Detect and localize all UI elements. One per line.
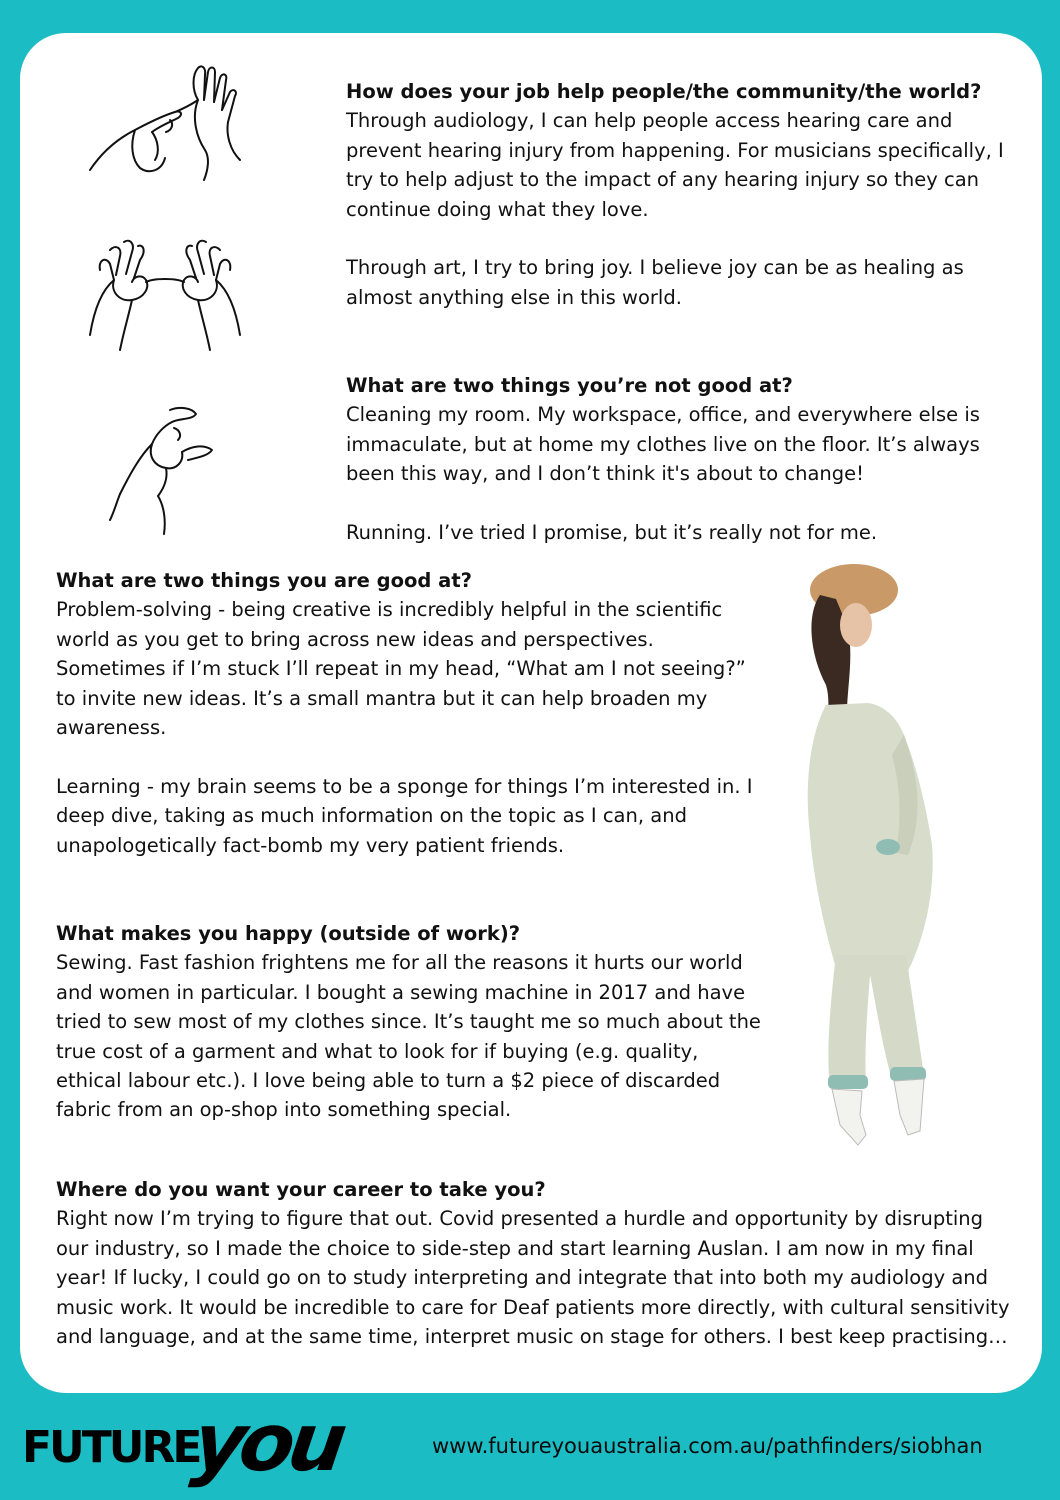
logo-you-text: you (187, 1396, 347, 1489)
section-good (56, 566, 761, 860)
sign-hands-2-icon (80, 230, 250, 360)
section-happy (56, 919, 761, 1125)
sign-hands-1-icon (80, 60, 250, 190)
answer-happy-1: Sewing. Fast fashion frightens me for all the reasons it hurts our world and women in particular. I bought a sewing machine in 2017 and have tried to sew most of my clothes since. It’s taught me so much about the true cost of a garment and what to look for if buying (e.g. quality, ethical labour etc.). I love being able to turn a $2 piece of discarded fabric from an op-shop into something special. (56, 951, 761, 1122)
section-career (56, 1175, 1021, 1351)
question-not-good: What are two things you’re not good at? (346, 374, 793, 397)
sign-hand-3-icon (80, 400, 250, 540)
footer-url-link[interactable]: www.futureyouaustralia.com.au/pathfinders/siobhan (432, 1434, 983, 1458)
answer-not-good-1: Cleaning my room. My workspace, office, and everywhere else is immaculate, but at home my clothes live on the floor. It’s always been this way, and I don’t think it's about to change! (346, 403, 980, 486)
question-good: What are two things you are good at? (56, 569, 472, 592)
futureyou-logo (22, 1396, 382, 1489)
answer-career-1: Right now I’m trying to figure that out. Covid presented a hurdle and opportunity by disrupting our industry, so I made the choice to side-step and start learning Auslan. I am now in my final year! If lucky, I could go on to study interpreting and integrate that into both my audiology and music work. It would be incredible to care for Deaf patients more directly, with cultural sensitivity and language, and at the same time, interpret music on stage for others. I best keep practising… (56, 1207, 1010, 1349)
portrait-photo (796, 555, 976, 1185)
answer-good-1: Problem-solving - being creative is incredibly helpful in the scientific world as you get to bring across new ideas and perspectives. Sometimes if I’m stuck I’ll repeat in my head, “What am I not seeing?” to invite new ideas. It’s a small mantra but it can help broaden my awareness. (56, 598, 746, 740)
question-career: Where do you want your career to take you? (56, 1178, 546, 1201)
answer-not-good-2: Running. I’ve tried I promise, but it’s really not for me. (346, 521, 878, 545)
question-help: How does your job help people/the community/the world? (346, 80, 982, 103)
section-help (346, 77, 1026, 312)
question-happy: What makes you happy (outside of work)? (56, 922, 521, 945)
logo-future-text: FUTURE (22, 1422, 200, 1473)
section-not-good (346, 371, 1026, 547)
answer-help-2: Through art, I try to bring joy. I believe joy can be as healing as almost anything else in this world. (346, 256, 964, 309)
answer-help-1: Through audiology, I can help people access hearing care and prevent hearing injury from happening. For musicians specifically, I try to help adjust to the impact of any hearing injury so they can continue doing what they love. (346, 109, 1004, 221)
answer-good-2: Learning - my brain seems to be a sponge for things I’m interested in. I deep dive, taking as much information on the topic as I can, and unapologetically fact-bomb my very patient friends. (56, 774, 753, 857)
